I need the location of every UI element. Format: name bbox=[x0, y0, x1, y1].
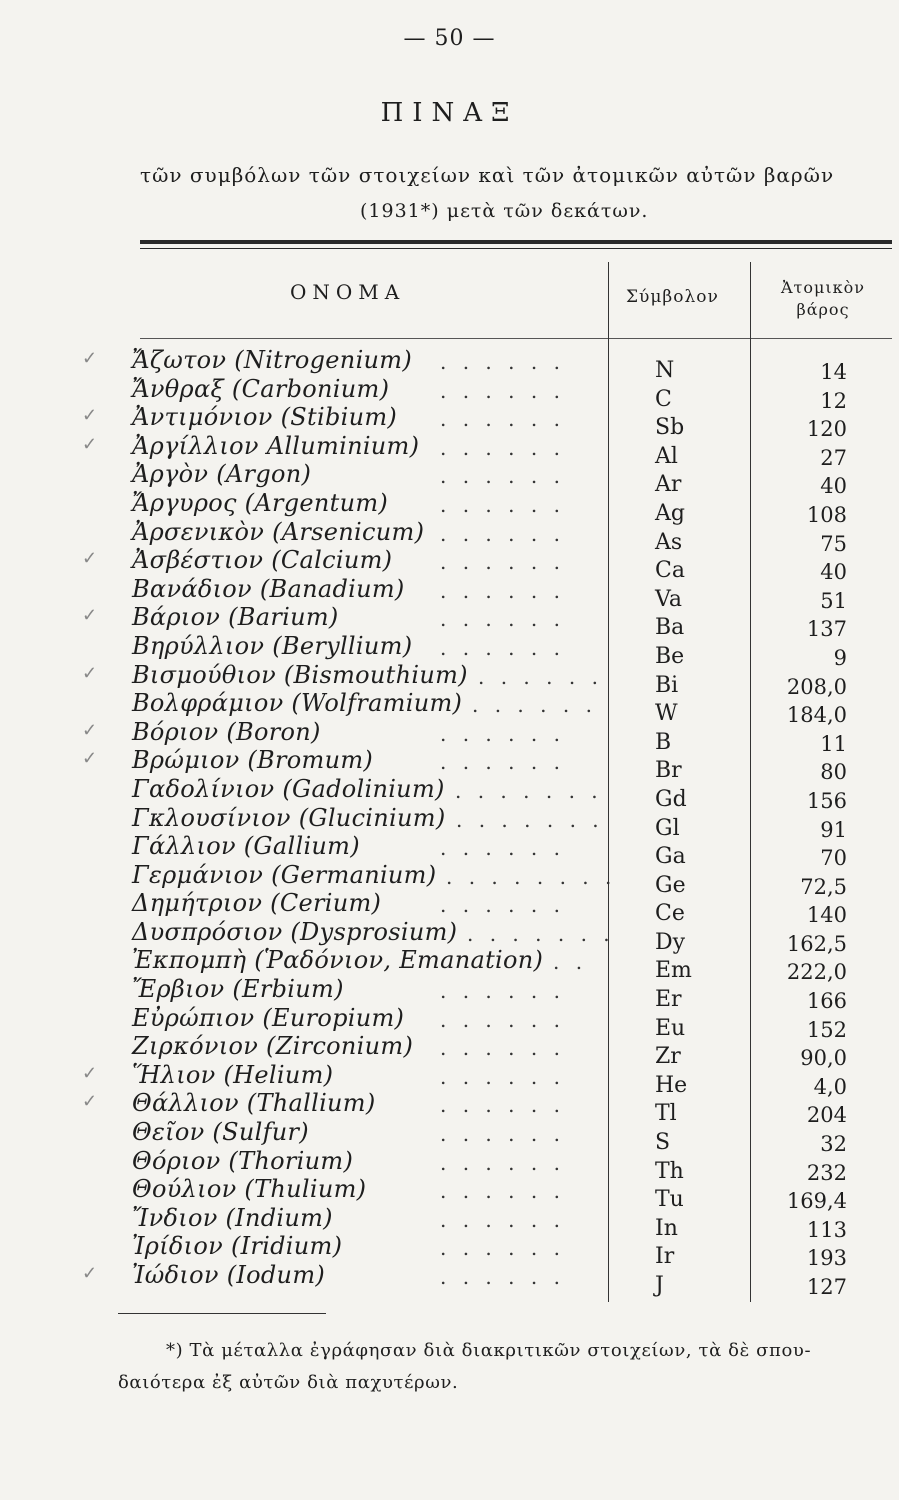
element-symbol: Tl bbox=[655, 1101, 677, 1127]
leader-dots: . . . . . . bbox=[440, 979, 565, 1004]
atomic-weight: 162,5 bbox=[786, 931, 847, 956]
table-row bbox=[0, 689, 899, 728]
element-symbol: Ce bbox=[655, 901, 685, 927]
element-symbol: Th bbox=[655, 1158, 684, 1184]
element-name: Ἀρσενικὸν (Arsenicum) bbox=[132, 517, 425, 546]
atomic-weight: 70 bbox=[820, 846, 847, 871]
table-subtitle-line1: τῶν συμβόλων τῶν στοιχείων καὶ τῶν ἀτομικῶν αὐτῶν βαρῶν bbox=[140, 163, 835, 187]
column-header-name: ΟΝΟΜΑ bbox=[290, 280, 406, 304]
footnote bbox=[118, 1335, 878, 1399]
table-row bbox=[0, 1060, 899, 1099]
table-row bbox=[0, 431, 899, 470]
leader-dots: . . . . . . . bbox=[467, 921, 615, 946]
atomic-weight: 91 bbox=[820, 817, 847, 842]
leader-dots: . . . . . . bbox=[440, 578, 565, 603]
table-row bbox=[0, 546, 899, 585]
atomic-weight: 222,0 bbox=[786, 960, 847, 985]
atomic-weight: 156 bbox=[806, 788, 847, 813]
element-name: Ἰώδιον (Iodum) bbox=[132, 1261, 326, 1289]
table-row bbox=[0, 803, 899, 842]
element-symbol: Ga bbox=[655, 844, 686, 870]
atomic-weight: 80 bbox=[820, 760, 847, 785]
column-header-symbol: Σύμβολον bbox=[626, 287, 719, 307]
leader-dots: . . . . . . bbox=[440, 492, 565, 517]
table-row bbox=[0, 1089, 899, 1128]
element-name: Ἄργυρος (Argentum) bbox=[132, 488, 389, 517]
element-name: Βολφράμιον (Wolframium) bbox=[132, 689, 463, 718]
element-name: Ἰρίδιον (Iridium) bbox=[132, 1232, 343, 1261]
element-name: Ἔρβιον (Erbium) bbox=[132, 975, 344, 1004]
table-row bbox=[0, 660, 899, 699]
leader-dots: . . . . . . bbox=[440, 1150, 565, 1175]
element-symbol: B bbox=[655, 729, 672, 755]
leader-dots: . . . . . . bbox=[440, 1036, 565, 1061]
element-symbol: Zr bbox=[655, 1044, 681, 1070]
atomic-weight: 113 bbox=[806, 1217, 847, 1242]
check-mark: ✓ bbox=[82, 719, 98, 741]
check-mark: ✓ bbox=[82, 548, 98, 570]
leader-dots: . . . . . . bbox=[440, 1007, 565, 1032]
table-row bbox=[0, 917, 899, 956]
check-mark: ✓ bbox=[82, 433, 98, 455]
table-row bbox=[0, 1146, 899, 1185]
element-symbol: W bbox=[655, 701, 678, 727]
check-mark: ✓ bbox=[82, 662, 98, 684]
check-mark: ✓ bbox=[82, 405, 98, 427]
element-name: Θόριον (Thorium) bbox=[132, 1146, 354, 1175]
element-symbol: Em bbox=[655, 958, 692, 984]
element-symbol: C bbox=[655, 386, 672, 412]
atomic-weight: 137 bbox=[806, 617, 847, 642]
element-name: Ἀσβέστιον (Calcium) bbox=[132, 546, 393, 575]
column-header-weight-line2: βάρος bbox=[796, 300, 850, 319]
table-row bbox=[0, 1232, 899, 1271]
atomic-weight: 9 bbox=[833, 645, 847, 670]
footnote-rule bbox=[118, 1313, 326, 1314]
leader-dots: . . . . . . bbox=[440, 836, 565, 861]
element-symbol: Ca bbox=[655, 558, 685, 584]
element-symbol: J bbox=[655, 1273, 664, 1298]
table-row bbox=[0, 832, 899, 871]
element-symbol: Va bbox=[655, 586, 682, 612]
element-name: Ἄζωτον (Nitrogenium) bbox=[132, 346, 413, 374]
leader-dots: . . . . . . bbox=[440, 378, 565, 403]
element-name: Βηρύλλιον (Beryllium) bbox=[132, 631, 413, 660]
element-symbol: In bbox=[655, 1215, 678, 1241]
leader-dots: . . . . . . bbox=[440, 1122, 565, 1147]
leader-dots: . . . . . . bbox=[440, 1179, 565, 1204]
header-rule-thin bbox=[140, 248, 892, 249]
element-name: Βάριον (Barium) bbox=[132, 603, 339, 632]
atomic-weight: 90,0 bbox=[800, 1046, 847, 1071]
check-mark: ✓ bbox=[82, 1263, 98, 1284]
table-row bbox=[0, 1032, 899, 1071]
atomic-weight: 14 bbox=[820, 360, 847, 384]
leader-dots: . . . . . . . bbox=[455, 778, 603, 803]
leader-dots: . . . . . . bbox=[440, 1236, 565, 1261]
atomic-weight: 51 bbox=[820, 588, 847, 613]
leader-dots: . . . . . . bbox=[440, 1265, 565, 1289]
atomic-weight: 11 bbox=[820, 731, 847, 756]
leader-dots: . . . . . . bbox=[472, 693, 597, 718]
element-name: Βισμούθιον (Bismouthium) bbox=[132, 660, 468, 689]
check-mark: ✓ bbox=[82, 1091, 98, 1113]
element-name: Γερμάνιον (Germanium) bbox=[132, 860, 437, 889]
atomic-weight: 108 bbox=[806, 502, 847, 527]
element-symbol: Ba bbox=[655, 615, 685, 641]
element-symbol: Gd bbox=[655, 786, 687, 812]
table-row bbox=[0, 975, 899, 1014]
table-row bbox=[0, 946, 899, 985]
element-symbol: Er bbox=[655, 987, 682, 1013]
element-symbol: Dy bbox=[655, 929, 686, 955]
element-symbol: N bbox=[655, 358, 675, 383]
element-symbol: Eu bbox=[655, 1015, 686, 1041]
element-symbol: Ag bbox=[655, 500, 685, 526]
leader-dots: . . . . . . bbox=[440, 464, 565, 489]
table-row bbox=[0, 889, 899, 928]
atomic-weight: 27 bbox=[820, 445, 847, 470]
element-symbol: Br bbox=[655, 758, 682, 784]
check-mark: ✓ bbox=[82, 605, 98, 627]
leader-dots: . . . . . . bbox=[440, 635, 565, 660]
atomic-weight: 204 bbox=[806, 1103, 847, 1128]
element-name: Βρώμιον (Bromum) bbox=[132, 746, 374, 775]
element-table-body bbox=[0, 346, 899, 1299]
atomic-weight: 166 bbox=[806, 989, 847, 1014]
element-name: Ἄνθραξ (Carbonium) bbox=[132, 374, 390, 403]
table-row bbox=[0, 1118, 899, 1157]
leader-dots: . . . . . . bbox=[440, 750, 565, 775]
element-symbol: Al bbox=[655, 443, 678, 469]
atomic-weight: 208,0 bbox=[786, 674, 847, 699]
element-symbol: Tu bbox=[655, 1187, 684, 1213]
element-symbol: Be bbox=[655, 643, 685, 669]
leader-dots: . . . . . . bbox=[440, 350, 565, 374]
check-mark: ✓ bbox=[82, 348, 98, 369]
element-name: Θούλιον (Thulium) bbox=[132, 1175, 367, 1204]
element-name: Ἀργίλλιον Alluminium) bbox=[132, 431, 420, 460]
atomic-weight: 32 bbox=[820, 1132, 847, 1157]
leader-dots: . . . . . . bbox=[440, 407, 565, 432]
leader-dots: . . . . . . bbox=[440, 1207, 565, 1232]
leader-dots: . . . . . . bbox=[440, 521, 565, 546]
element-name: Γκλουσίνιον (Glucinium) bbox=[132, 803, 446, 832]
table-row bbox=[0, 631, 899, 670]
atomic-weight: 75 bbox=[820, 531, 847, 556]
table-row bbox=[0, 717, 899, 756]
element-symbol: Sb bbox=[655, 415, 685, 441]
element-name: Δυσπρόσιον (Dysprosium) bbox=[132, 917, 458, 946]
atomic-weight: 152 bbox=[806, 1017, 847, 1042]
table-row bbox=[0, 574, 899, 613]
leader-dots: . . . . . . . bbox=[456, 807, 604, 832]
element-name: Ἀντιμόνιον (Stibium) bbox=[132, 403, 398, 432]
table-row bbox=[0, 346, 899, 384]
atomic-weight: 140 bbox=[806, 903, 847, 928]
element-symbol: As bbox=[655, 529, 683, 555]
element-name: Γάλλιον (Gallium) bbox=[132, 832, 360, 861]
leader-dots: . . . . . . bbox=[440, 1093, 565, 1118]
element-name: Ἐκπομπὴ (Ῥαδόνιον, Emanation) bbox=[132, 946, 544, 975]
leader-dots: . . . . . . bbox=[440, 607, 565, 632]
table-row bbox=[0, 860, 899, 899]
element-name: Ζιρκόνιον (Zirconium) bbox=[132, 1032, 414, 1061]
leader-dots: . . . . . . . . bbox=[446, 864, 617, 889]
element-name: Εὐρώπιον (Europium) bbox=[132, 1003, 405, 1032]
element-name: Ἴνδιον (Indium) bbox=[132, 1203, 333, 1232]
leader-dots: . . . . . . bbox=[440, 721, 565, 746]
atomic-weight: 184,0 bbox=[786, 703, 847, 728]
check-mark: ✓ bbox=[82, 748, 98, 770]
atomic-weight: 169,4 bbox=[786, 1189, 847, 1214]
leader-dots: . . . . . . bbox=[478, 664, 603, 689]
table-row bbox=[0, 374, 899, 413]
table-row bbox=[0, 746, 899, 785]
element-name: Θεῖον (Sulfur) bbox=[132, 1118, 309, 1147]
atomic-weight: 40 bbox=[820, 474, 847, 499]
leader-dots: . . . . . . bbox=[440, 893, 565, 918]
element-symbol: S bbox=[655, 1130, 671, 1156]
check-mark: ✓ bbox=[82, 1062, 98, 1084]
element-symbol: He bbox=[655, 1072, 688, 1098]
atomic-weight: 127 bbox=[806, 1275, 847, 1299]
element-name: Βόριον (Boron) bbox=[132, 717, 321, 746]
element-name: Θάλλιον (Thallium) bbox=[132, 1089, 376, 1118]
leader-dots: . . . . . . bbox=[440, 435, 565, 460]
table-row bbox=[0, 517, 899, 556]
table-row bbox=[0, 774, 899, 813]
atomic-weight: 12 bbox=[820, 388, 847, 413]
column-header-weight-line1: Ἀτομικὸν bbox=[780, 278, 866, 297]
element-name: Ἥλιον (Helium) bbox=[132, 1060, 334, 1089]
element-symbol: Bi bbox=[655, 672, 679, 698]
column-header-rule bbox=[140, 338, 892, 339]
atomic-weight: 4,0 bbox=[813, 1074, 847, 1099]
table-row bbox=[0, 460, 899, 499]
atomic-weight: 40 bbox=[820, 560, 847, 585]
page-number: — 50 — bbox=[403, 26, 496, 51]
element-symbol: Ge bbox=[655, 872, 686, 898]
table-subtitle-line2: (1931*) μετὰ τῶν δεκάτων. bbox=[360, 200, 649, 222]
table-row bbox=[0, 488, 899, 527]
leader-dots: . . . . . . bbox=[440, 550, 565, 575]
table-row bbox=[0, 603, 899, 642]
element-name: Ἀργὸν (Argon) bbox=[132, 460, 312, 489]
table-row bbox=[0, 1261, 899, 1299]
header-rule-thick bbox=[140, 240, 892, 244]
column-header-weight bbox=[758, 277, 888, 321]
leader-dots: . . . . . . bbox=[440, 1064, 565, 1089]
element-symbol: Ar bbox=[655, 472, 682, 498]
table-row bbox=[0, 1175, 899, 1214]
element-name: Βανάδιον (Banadium) bbox=[132, 574, 405, 603]
footnote-line2: δαιότερα ἐξ αὐτῶν διὰ παχυτέρων. bbox=[118, 1372, 459, 1393]
leader-dots: . . bbox=[553, 950, 588, 975]
element-symbol: Ir bbox=[655, 1244, 675, 1270]
atomic-weight: 232 bbox=[806, 1160, 847, 1185]
table-title: ΠΙΝΑΞ bbox=[380, 98, 519, 128]
atomic-weight: 120 bbox=[806, 417, 847, 442]
table-row bbox=[0, 1003, 899, 1042]
element-name: Δημήτριον (Cerium) bbox=[132, 889, 382, 918]
table-row bbox=[0, 1203, 899, 1242]
element-name: Γαδολίνιον (Gadolinium) bbox=[132, 774, 445, 803]
table-row bbox=[0, 403, 899, 442]
atomic-weight: 72,5 bbox=[800, 874, 847, 899]
footnote-line1: *) Τὰ μέταλλα ἐγράφησαν διὰ διακριτικῶν στοιχείων, τὰ δὲ σπου- bbox=[166, 1340, 812, 1361]
atomic-weight: 193 bbox=[806, 1246, 847, 1271]
element-symbol: Gl bbox=[655, 815, 680, 841]
